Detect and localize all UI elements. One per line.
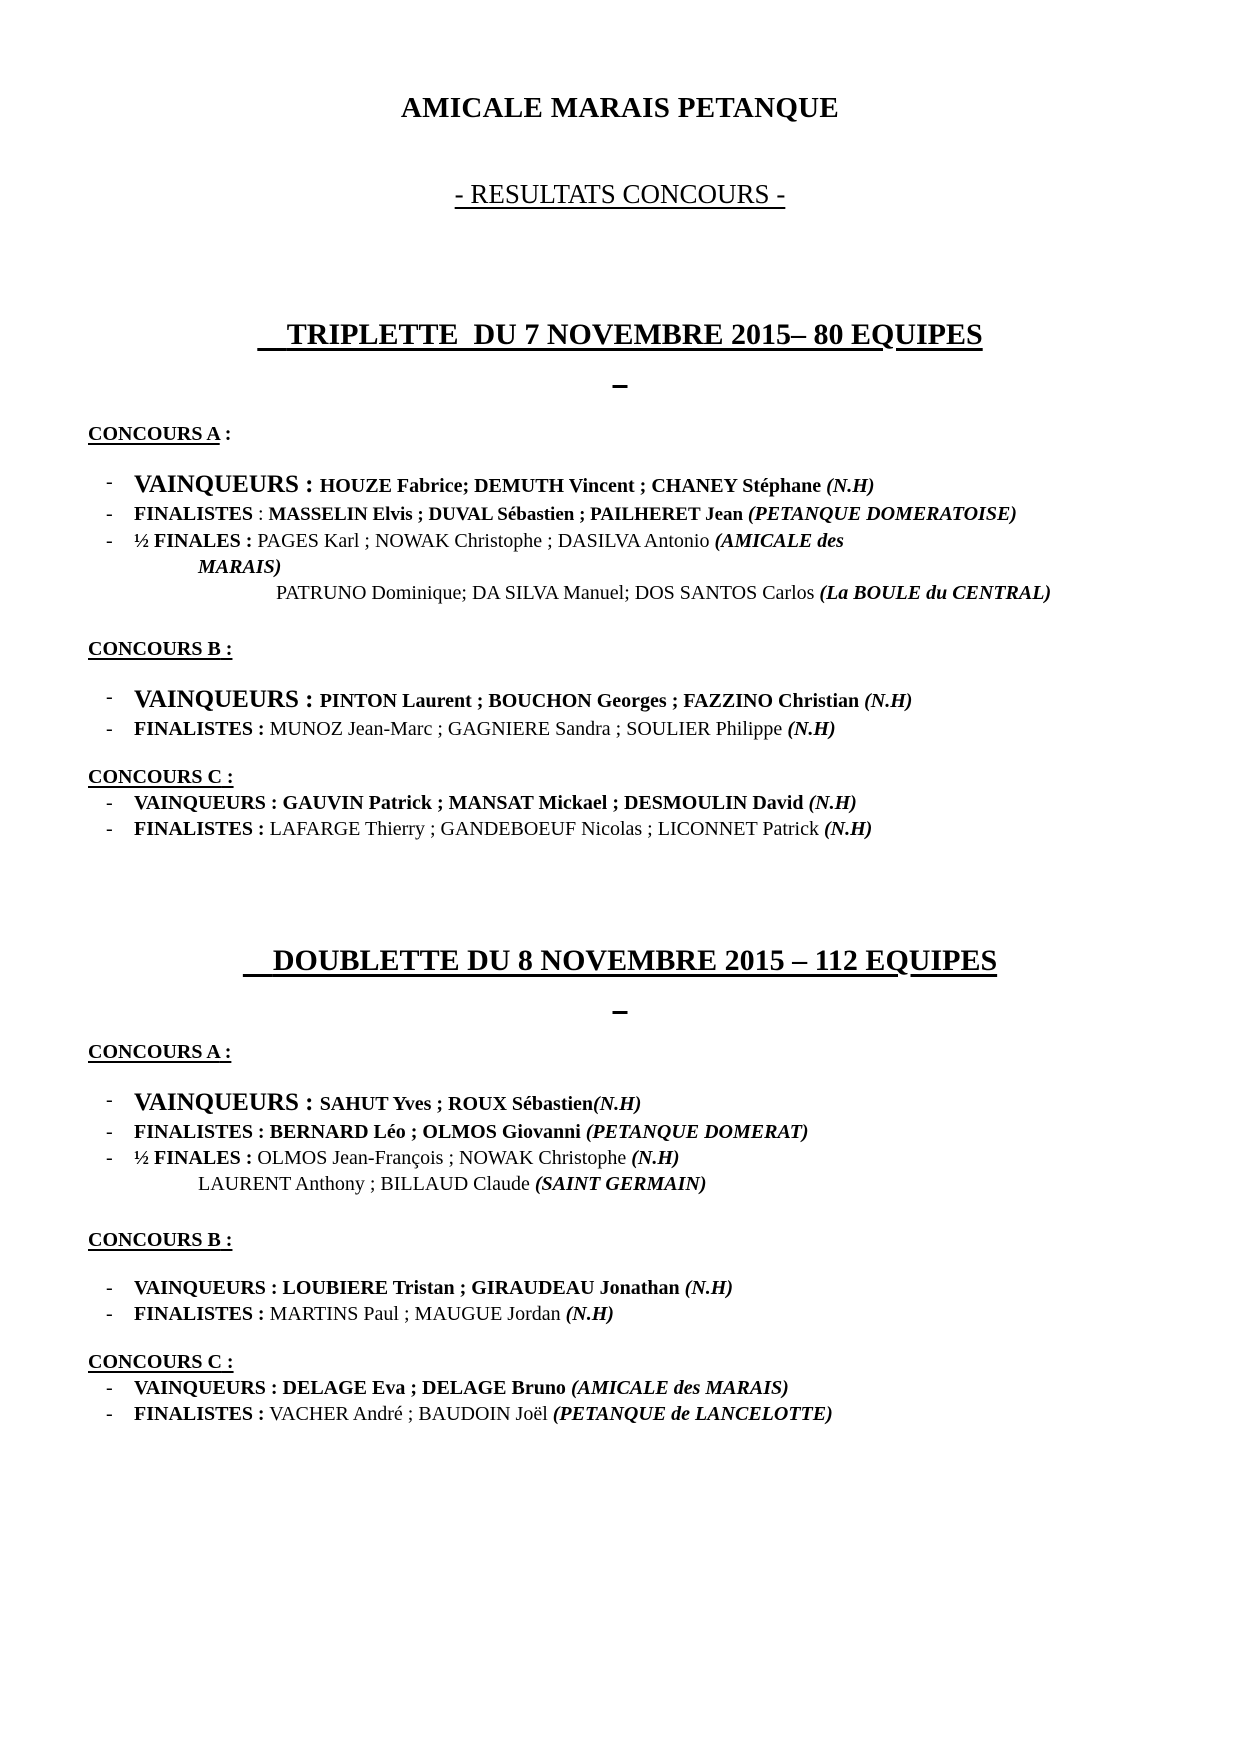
player-names: DELAGE Eva ; DELAGE Bruno <box>282 1377 571 1400</box>
list-item <box>88 1301 1152 1327</box>
player-names: BERNARD Léo ; OLMOS Giovanni <box>269 1121 586 1144</box>
result-line <box>134 469 1152 502</box>
player-names: LOUBIERE Tristan ; GIRAUDEAU Jonathan <box>282 1277 685 1300</box>
list-item <box>88 1401 1152 1427</box>
concours-header-a-triplette <box>88 421 1152 447</box>
result-line <box>134 716 1152 742</box>
result-line <box>134 1401 1152 1427</box>
concours-colon: : <box>221 1351 234 1374</box>
award-label: FINALISTES : <box>134 1121 265 1144</box>
award-label: VAINQUEURS <box>134 685 299 713</box>
player-names: PAGES Karl ; NOWAK Christophe ; DASILVA Antonio <box>257 529 715 552</box>
award-label: FINALISTES : <box>134 718 265 741</box>
club-name: (N.H) <box>826 474 875 497</box>
club-name: (PETANQUE DOMERAT) <box>585 1121 809 1144</box>
player-names: MASSELIN Elvis ; DUVAL Sébastien ; PAILHERET Jean <box>268 504 748 525</box>
semifinal-second-team <box>134 1171 1152 1197</box>
section-heading-doublette-text: DOUBLETTE DU 8 NOVEMBRE 2015 – 112 EQUIPES <box>272 943 998 977</box>
award-label: VAINQUEURS <box>134 1088 299 1116</box>
club-name: (PETANQUE de LANCELOTTE) <box>552 1403 833 1426</box>
list-item <box>88 469 1152 502</box>
concours-label: CONCOURS A <box>88 422 220 445</box>
club-name: (N.H) <box>631 1147 680 1170</box>
club-name: (AMICALE des MARAIS) <box>570 1377 789 1400</box>
player-names: VACHER André ; BAUDOIN Joël <box>269 1403 553 1426</box>
club-name: (N.H) <box>684 1277 733 1300</box>
award-label: ½ FINALES : <box>134 1147 253 1170</box>
concours-header-b-doublette <box>88 1227 1152 1253</box>
award-label: VAINQUEURS <box>134 470 299 498</box>
concours-colon: : <box>220 637 233 660</box>
list-item <box>88 790 1152 816</box>
concours-header-c-doublette <box>88 1349 1152 1375</box>
result-line <box>134 1087 1152 1120</box>
section-heading-triplette <box>88 278 1152 391</box>
list-item <box>88 1375 1152 1401</box>
result-line <box>134 1275 1152 1301</box>
award-label: FINALISTES <box>134 503 253 525</box>
award-label: FINALISTES : <box>134 818 265 841</box>
section-heading-triplette-text: TRIPLETTE DU 7 NOVEMBRE 2015– 80 EQUIPES <box>286 317 983 351</box>
results-list-b-doublette <box>88 1275 1152 1327</box>
concours-header-b-triplette <box>88 636 1152 662</box>
list-item <box>88 1145 1152 1197</box>
result-line <box>134 684 1152 717</box>
club-name: (N.H) <box>593 1092 642 1115</box>
concours-colon: : <box>219 1040 232 1063</box>
result-line <box>134 790 1152 816</box>
club-name: (SAINT GERMAIN) <box>534 1173 707 1196</box>
award-label: ½ FINALES : <box>134 529 253 552</box>
concours-label: CONCOURS B <box>88 637 221 660</box>
page-subtitle-text: - RESULTATS CONCOURS - <box>454 179 786 210</box>
result-line <box>134 816 1152 842</box>
club-name: (N.H) <box>787 718 836 741</box>
award-separator: : <box>298 1088 320 1116</box>
concours-colon: : <box>221 766 234 789</box>
club-name-line2: MARAIS) <box>198 555 282 578</box>
page-subtitle <box>88 178 1152 212</box>
results-list-a-doublette <box>88 1087 1152 1198</box>
concours-colon: : <box>219 422 232 445</box>
club-name-continuation <box>134 554 1152 580</box>
club-name: (La BOULE du CENTRAL) <box>819 581 1052 604</box>
player-names: GAUVIN Patrick ; MANSAT Mickael ; DESMOULIN David <box>282 792 809 815</box>
concours-label: CONCOURS B <box>88 1229 221 1252</box>
list-item <box>88 501 1152 528</box>
award-label: VAINQUEURS : <box>134 792 278 815</box>
player-names: OLMOS Jean-François ; NOWAK Christophe <box>257 1147 632 1170</box>
list-item <box>88 816 1152 842</box>
semifinal-second-team <box>134 580 1152 606</box>
results-list-a-triplette <box>88 469 1152 606</box>
player-names: MARTINS Paul ; MAUGUE Jordan <box>269 1303 566 1326</box>
award-separator: : <box>298 685 320 713</box>
award-label: VAINQUEURS : <box>134 1377 278 1400</box>
result-line <box>134 501 1152 528</box>
list-item <box>88 1119 1152 1145</box>
player-names: PATRUNO Dominique; DA SILVA Manuel; DOS SANTOS Carlos <box>276 581 820 604</box>
player-names: LAFARGE Thierry ; GANDEBOEUF Nicolas ; LICONNET Patrick <box>269 818 824 841</box>
concours-label: CONCOURS C <box>88 1351 222 1374</box>
list-item <box>88 528 1152 606</box>
club-name: (N.H) <box>808 792 857 815</box>
section-heading-doublette <box>88 904 1152 1017</box>
club-name: (N.H) <box>565 1303 614 1326</box>
player-names: HOUZE Fabrice; DEMUTH Vincent ; CHANEY Stéphane <box>319 474 827 497</box>
club-name: (PETANQUE DOMERATOISE) <box>747 503 1017 525</box>
concours-header-a-doublette <box>88 1039 1152 1065</box>
award-label: FINALISTES : <box>134 1403 265 1426</box>
list-item <box>88 716 1152 742</box>
result-line <box>134 528 1152 554</box>
result-line <box>134 1119 1152 1145</box>
list-item <box>88 1275 1152 1301</box>
club-name: (N.H) <box>824 818 873 841</box>
award-label: VAINQUEURS : <box>134 1277 278 1300</box>
results-list-c-doublette <box>88 1375 1152 1427</box>
award-separator: : <box>252 503 269 525</box>
award-label: FINALISTES : <box>134 1303 265 1326</box>
player-names: SAHUT Yves ; ROUX Sébastien <box>319 1092 594 1115</box>
player-names: MUNOZ Jean-Marc ; GAGNIERE Sandra ; SOULIER Philippe <box>269 718 788 741</box>
result-line <box>134 1375 1152 1401</box>
results-list-c-triplette <box>88 790 1152 842</box>
award-separator: : <box>298 470 320 498</box>
list-item <box>88 1087 1152 1120</box>
player-names: PINTON Laurent ; BOUCHON Georges ; FAZZINO Christian <box>319 689 865 712</box>
page-title: AMICALE MARAIS PETANQUE <box>400 92 840 124</box>
concours-label: CONCOURS A <box>88 1040 220 1063</box>
result-line <box>134 1301 1152 1327</box>
concours-colon: : <box>220 1229 233 1252</box>
result-line <box>134 1145 1152 1171</box>
player-names: LAURENT Anthony ; BILLAUD Claude <box>198 1173 535 1196</box>
results-list-b-triplette <box>88 684 1152 743</box>
list-item <box>88 684 1152 717</box>
concours-header-c-triplette <box>88 764 1152 790</box>
concours-label: CONCOURS C <box>88 766 222 789</box>
club-name: (AMICALE des <box>714 529 844 552</box>
club-name: (N.H) <box>864 689 913 712</box>
